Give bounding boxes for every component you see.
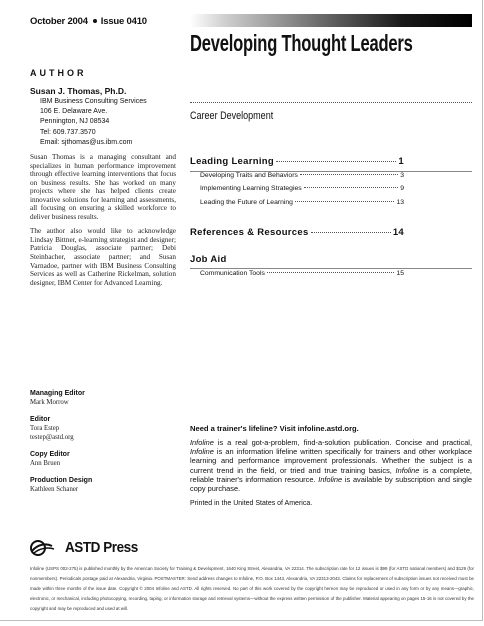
- author-name: Susan J. Thomas, Ph.D.: [30, 86, 127, 96]
- issue-number: Issue 0410: [100, 16, 147, 27]
- toc-label: Job Aid: [190, 254, 227, 265]
- infoline-name: Infoline: [190, 447, 214, 457]
- toc-label: Leading Learning: [190, 156, 274, 167]
- toc-section-references[interactable]: [190, 227, 404, 238]
- toc-label: Developing Traits and Behaviors: [200, 172, 298, 179]
- contact-line: 106 E. Delaware Ave.: [40, 108, 108, 116]
- astd-press-logo: [30, 539, 146, 556]
- publisher-logo-text: ASTD Press: [65, 539, 138, 556]
- infoline-name: Infoline: [318, 474, 343, 484]
- toc-sub-implementing-strategies[interactable]: [200, 185, 404, 192]
- staff-email[interactable]: testep@astd.org: [30, 434, 74, 441]
- toc-sub-communication-tools[interactable]: [200, 270, 404, 277]
- bullet-icon: [93, 19, 97, 23]
- toc-page: 1: [398, 156, 404, 167]
- category-heading: Career Development: [190, 110, 274, 122]
- author-contact: [40, 97, 147, 148]
- toc-sub-leading-future[interactable]: [200, 199, 404, 206]
- author-heading: AUTHOR: [30, 68, 87, 78]
- lifeline-heading[interactable]: Need a trainer's lifeline? Visit infoline.astd.org.: [190, 424, 359, 433]
- printed-notice: Printed in the United States of America.: [190, 500, 313, 507]
- toc-section-job-aid[interactable]: [190, 254, 227, 265]
- contact-email[interactable]: Email: sjthomas@us.ibm.com: [40, 138, 133, 146]
- staff-role: Copy Editor: [30, 451, 70, 458]
- toc-page: 9: [400, 185, 404, 192]
- bio-paragraph: Susan Thomas is a managing consultant and specializes in human performance improvement through effective learning interventions that focus on business results. She has worked on many projects where she has helped clients create innovative solutions for learning and assessments, all focusing on ensuring a skilled workforce to deliver business results.: [30, 153, 176, 221]
- fine-print: Infoline (USPS 002-275) is published monthly by the American Society for Training & Development, 1640 King Street, Alexandria, VA 22314. The subscription rate for 12 issues is $99 (for ASTD national members) and $129 (for nonmembers). Periodicals postage paid at Alexandria, Virginia. POSTMASTER: Send address changes to Infoline, P.O. Box 1443, Alexandria, VA 22313-2043. Claims for replacement of subscription issues not received must be made within three months of the issue date. Copyright © 2004 Infoline and ASTD. All rights reserved. No part of this work covered by the copyright hereon may be reproduced or used in any form or by any means—graphic, electronic, or mechanical, including photocopying, recording, taping, or information storage and retrieval systems—without the express written permission of the publisher. Material appearing on pages 15-16 is not covered by the copyright and may be reproduced and used at will.: [30, 566, 474, 611]
- page-title: Developing Thought Leaders: [190, 30, 413, 56]
- toc-section-leading-learning[interactable]: [190, 156, 404, 167]
- staff-name: Ann Bruen: [30, 460, 61, 467]
- infoline-name: Infoline: [190, 438, 214, 447]
- header-gradient-bar: [190, 14, 472, 27]
- staff-name: Tora Estep: [30, 425, 60, 432]
- astd-swoosh-icon: [30, 540, 64, 556]
- staff-name: Mark Morrow: [30, 399, 69, 406]
- staff-role: Editor: [30, 416, 51, 423]
- toc-page: 15: [396, 270, 404, 277]
- author-bio: [30, 153, 176, 293]
- section-rule: [190, 268, 472, 269]
- toc-label: Communication Tools: [200, 270, 265, 277]
- contact-line: Tel: 609.737.3570: [40, 128, 96, 136]
- acknowledgement-paragraph: The author also would like to acknowledge Lindsay Bittner, e-learning strategist and designer; Patricia Douglas, associate partner; Debi Steinbacher, associate partner; and Susan Varnadoe, partner with IBM Business Consulting Services as well as Catherine Rickelman, solution designer, IBM Center for Advanced Learning.: [30, 227, 176, 287]
- staff-name: Kathleen Schaner: [30, 486, 79, 493]
- toc-page: 14: [392, 227, 404, 238]
- toc-page: 3: [400, 172, 404, 179]
- contents-divider: [190, 102, 472, 103]
- toc-sub-developing-traits[interactable]: [200, 172, 404, 179]
- promo-paragraph: Infoline is a real got-a-problem, find-a-solution publication. Concise and practical, Infoline is an information lifeline written specifically for trainers and other workplace learning and performance improvement professionals. Whether the subject is a current trend in the field, or tried and true training basics, Infoline is a complete, reliable trainer's information resource. Infoline is available by subscription and single copy purchase.: [190, 438, 473, 494]
- toc-label: Leading the Future of Learning: [200, 199, 293, 206]
- toc-label: References & Resources: [190, 227, 309, 238]
- staff-role: Production Design: [30, 477, 93, 484]
- toc-page: 13: [396, 199, 404, 206]
- contact-line: IBM Business Consulting Services: [40, 98, 147, 105]
- toc-label: Implementing Learning Strategies: [200, 185, 302, 192]
- staff-role: Managing Editor: [30, 390, 85, 397]
- issue-date: October 2004: [30, 16, 88, 27]
- issue-line: [30, 16, 147, 27]
- infoline-name: Infoline: [395, 465, 420, 475]
- contact-line: Pennington, NJ 08534: [40, 118, 110, 126]
